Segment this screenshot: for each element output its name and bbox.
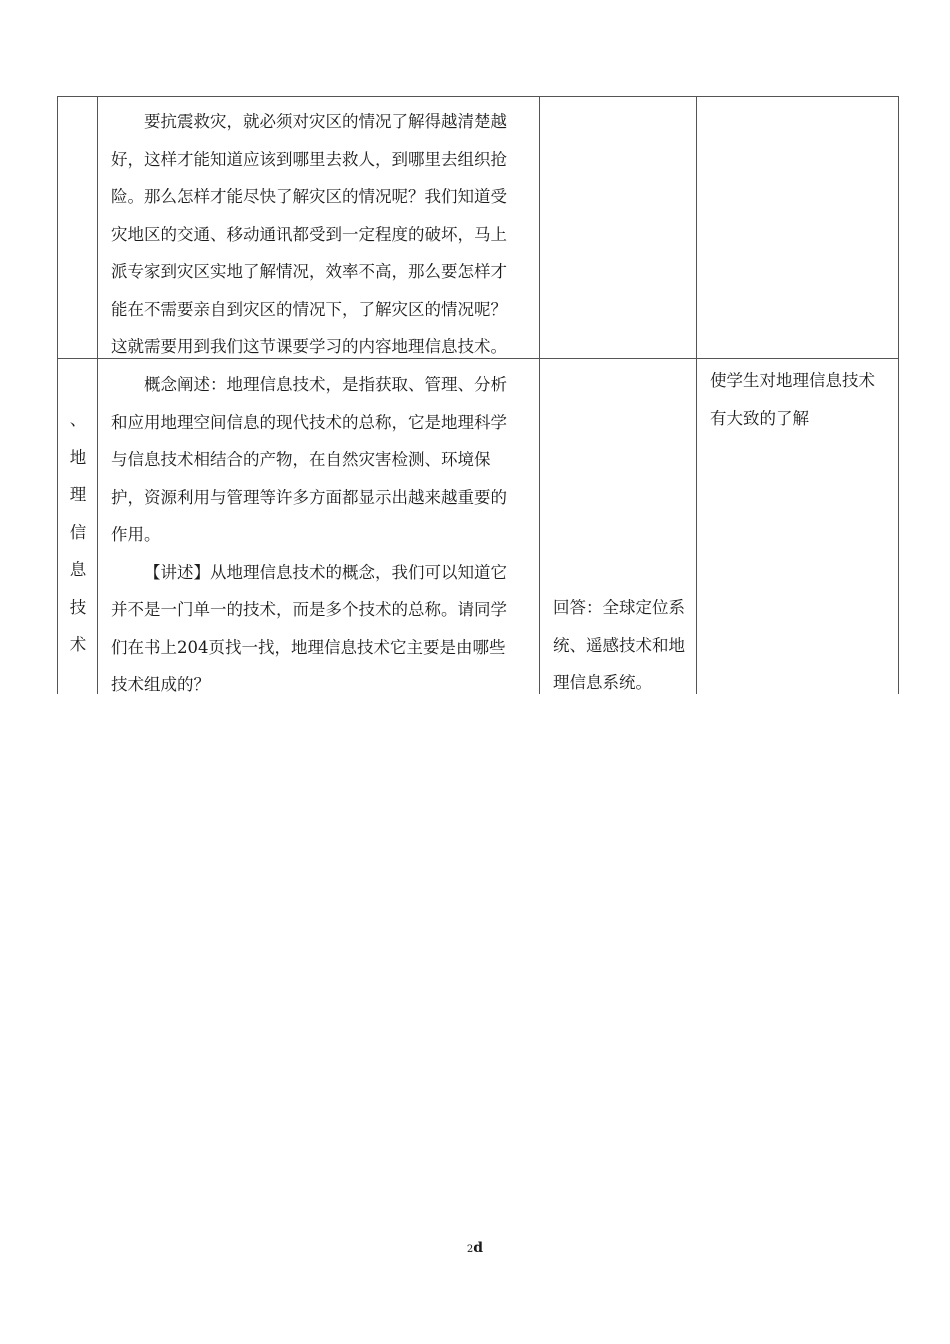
answer-line: 理信息系统。	[553, 673, 652, 692]
intent-line: 有大致的了解	[710, 408, 809, 428]
section-label-char: 信	[69, 522, 87, 542]
page-number-small: 2	[466, 1244, 474, 1255]
content-line: 好，这样才能知道应该到哪里去救人，到哪里去组织抢	[111, 149, 507, 169]
concept-line: 护，资源利用与管理等许多方面都显示出越来越重要的	[111, 487, 507, 507]
content-line: 这就需要用到我们这节课要学习的内容地理信息技术。	[111, 337, 507, 356]
content-line: 能在不需要亲自到灾区的情况下，了解灾区的情况呢？	[111, 299, 507, 319]
concept-line: 概念阐述：地理信息技术，是指获取、管理、分析	[144, 375, 507, 394]
section-label-char: 技	[69, 597, 87, 617]
section-label-char: 理	[69, 485, 87, 504]
lecture-line: 并不是一门单一的技术，而是多个技术的总称。请同学	[111, 600, 507, 619]
lecture-line: 们在书上204页找一找，地理信息技术它主要是由哪些	[111, 637, 506, 657]
concept-line: 和应用地理空间信息的现代技术的总称，它是地理科学	[111, 412, 507, 432]
page-number	[0, 1240, 950, 1256]
column-divider-3	[696, 96, 697, 694]
section-label-char: 地	[69, 447, 87, 467]
section-label-char: 、	[69, 410, 87, 429]
content-line: 灾地区的交通、移动通讯都受到一定程度的破坏，马上	[111, 224, 507, 244]
table-top-border	[57, 96, 899, 97]
answer-line: 回答：全球定位系	[553, 598, 685, 617]
content-line: 要抗震救灾，就必须对灾区的情况了解得越清楚越	[144, 112, 507, 131]
table-right-border	[898, 96, 899, 694]
page-number-main: d	[473, 1240, 484, 1256]
section-label-char: 息	[69, 560, 87, 579]
concept-line: 作用。	[111, 525, 161, 544]
row2-content-cell	[111, 366, 507, 704]
column-divider-2	[539, 96, 540, 694]
design-intent-cell	[710, 362, 875, 437]
concept-line: 与信息技术相结合的产物，在自然灾害检测、环境保	[111, 450, 491, 469]
lecture-line: 技术组成的？	[111, 675, 210, 694]
lecture-line: 【讲述】从地理信息技术的概念，我们可以知道它	[144, 562, 507, 582]
content-line: 险。那么怎样才能尽快了解灾区的情况呢？我们知道受	[111, 187, 507, 206]
row1-content-cell	[111, 103, 507, 366]
section-label-char: 术	[69, 635, 87, 654]
student-activity-cell	[553, 589, 685, 702]
content-line: 派专家到灾区实地了解情况，效率不高，那么要怎样才	[111, 262, 507, 281]
answer-line: 统、遥感技术和地	[553, 635, 685, 655]
section-label	[58, 401, 98, 664]
intent-line: 使学生对地理信息技术	[710, 371, 875, 390]
